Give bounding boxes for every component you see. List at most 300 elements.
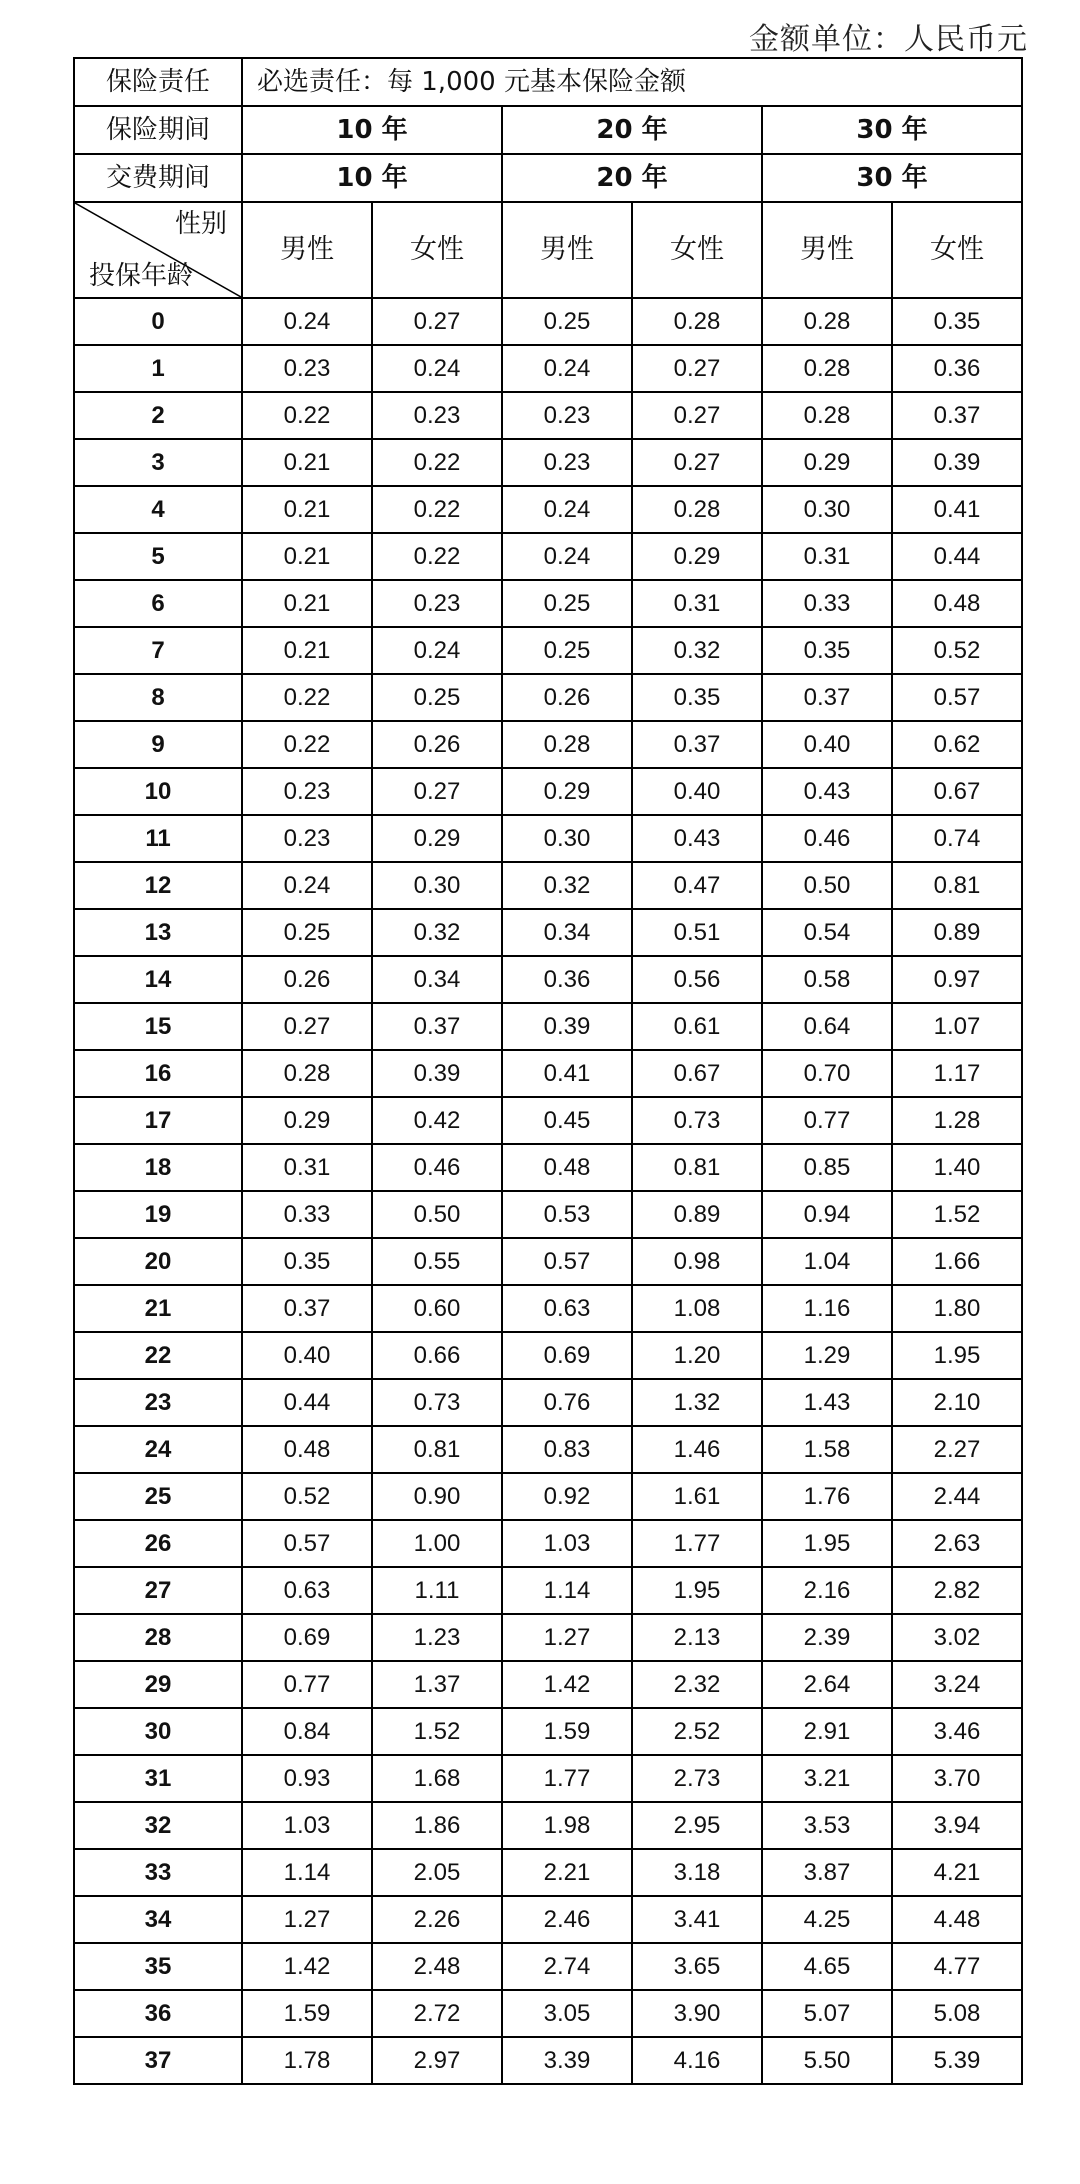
rate-cell: 1.03 xyxy=(242,1802,372,1849)
rate-cell: 1.59 xyxy=(242,1990,372,2037)
rate-cell: 0.34 xyxy=(502,909,632,956)
rate-cell: 0.25 xyxy=(502,580,632,627)
table-row xyxy=(74,1614,1022,1661)
rate-cell: 1.16 xyxy=(762,1285,892,1332)
rate-cell: 0.22 xyxy=(372,533,502,580)
age-cell: 7 xyxy=(74,627,242,674)
rate-cell: 0.37 xyxy=(892,392,1022,439)
duty-row xyxy=(74,58,1022,106)
rate-cell: 2.73 xyxy=(632,1755,762,1802)
rate-cell: 1.03 xyxy=(502,1520,632,1567)
rate-cell: 0.62 xyxy=(892,721,1022,768)
age-cell: 27 xyxy=(74,1567,242,1614)
rate-cell: 0.35 xyxy=(762,627,892,674)
rate-cell: 0.36 xyxy=(502,956,632,1003)
rate-cell: 0.37 xyxy=(632,721,762,768)
rate-cell: 2.95 xyxy=(632,1802,762,1849)
rate-cell: 1.37 xyxy=(372,1661,502,1708)
gender-header-label: 性别 xyxy=(174,209,227,239)
rate-cell: 0.94 xyxy=(762,1191,892,1238)
rate-cell: 2.63 xyxy=(892,1520,1022,1567)
rate-cell: 5.07 xyxy=(762,1990,892,2037)
rate-cell: 0.37 xyxy=(242,1285,372,1332)
rate-cell: 0.43 xyxy=(632,815,762,862)
rate-cell: 0.37 xyxy=(762,674,892,721)
rate-cell: 0.39 xyxy=(892,439,1022,486)
rate-cell: 0.90 xyxy=(372,1473,502,1520)
duty-label: 保险责任 xyxy=(74,58,242,106)
rate-cell: 0.29 xyxy=(242,1097,372,1144)
age-cell: 15 xyxy=(74,1003,242,1050)
rate-cell: 0.23 xyxy=(372,392,502,439)
rate-cell: 2.10 xyxy=(892,1379,1022,1426)
rate-cell: 1.80 xyxy=(892,1285,1022,1332)
table-row xyxy=(74,627,1022,674)
rate-cell: 0.41 xyxy=(892,486,1022,533)
age-cell: 37 xyxy=(74,2037,242,2084)
rate-cell: 1.66 xyxy=(892,1238,1022,1285)
age-cell: 8 xyxy=(74,674,242,721)
rate-cell: 4.16 xyxy=(632,2037,762,2084)
rate-cell: 0.28 xyxy=(762,392,892,439)
rate-cell: 3.02 xyxy=(892,1614,1022,1661)
rate-cell: 0.55 xyxy=(372,1238,502,1285)
rate-cell: 1.95 xyxy=(762,1520,892,1567)
rate-cell: 0.31 xyxy=(762,533,892,580)
rate-cell: 0.63 xyxy=(502,1285,632,1332)
rate-cell: 0.34 xyxy=(372,956,502,1003)
rate-cell: 0.33 xyxy=(762,580,892,627)
rate-cell: 0.39 xyxy=(502,1003,632,1050)
age-cell: 0 xyxy=(74,298,242,345)
table-row xyxy=(74,1097,1022,1144)
age-cell: 35 xyxy=(74,1943,242,1990)
rate-cell: 0.63 xyxy=(242,1567,372,1614)
rate-cell: 0.21 xyxy=(242,533,372,580)
rate-cell: 0.35 xyxy=(242,1238,372,1285)
table-row xyxy=(74,1050,1022,1097)
age-cell: 9 xyxy=(74,721,242,768)
duty-value: 必选责任：每 1,000 元基本保险金额 xyxy=(242,58,1022,106)
gender-female-30: 女性 xyxy=(892,202,1022,298)
rate-cell: 0.24 xyxy=(242,862,372,909)
rate-cell: 0.30 xyxy=(762,486,892,533)
rate-cell: 0.21 xyxy=(242,486,372,533)
rate-cell: 1.27 xyxy=(242,1896,372,1943)
rate-cell: 0.35 xyxy=(892,298,1022,345)
rate-cell: 0.45 xyxy=(502,1097,632,1144)
table-row xyxy=(74,345,1022,392)
table-row xyxy=(74,1708,1022,1755)
gender-row xyxy=(74,202,1022,298)
pay-period-label: 交费期间 xyxy=(74,154,242,202)
age-cell: 11 xyxy=(74,815,242,862)
rate-cell: 0.40 xyxy=(632,768,762,815)
rate-cell: 3.87 xyxy=(762,1849,892,1896)
rate-cell: 4.48 xyxy=(892,1896,1022,1943)
rate-cell: 0.70 xyxy=(762,1050,892,1097)
rate-cell: 1.29 xyxy=(762,1332,892,1379)
rate-cell: 1.68 xyxy=(372,1755,502,1802)
rate-cell: 2.82 xyxy=(892,1567,1022,1614)
age-cell: 24 xyxy=(74,1426,242,1473)
age-cell: 18 xyxy=(74,1144,242,1191)
rate-cell: 4.25 xyxy=(762,1896,892,1943)
rate-cell: 3.90 xyxy=(632,1990,762,2037)
rate-cell: 0.69 xyxy=(502,1332,632,1379)
rate-cell: 0.93 xyxy=(242,1755,372,1802)
table-row xyxy=(74,815,1022,862)
age-header-label: 投保年龄 xyxy=(89,261,194,291)
rate-cell: 2.97 xyxy=(372,2037,502,2084)
pay-period-10: 10 年 xyxy=(242,154,502,202)
rate-cell: 0.27 xyxy=(632,439,762,486)
rate-cell: 2.64 xyxy=(762,1661,892,1708)
rate-cell: 1.28 xyxy=(892,1097,1022,1144)
rate-cell: 5.50 xyxy=(762,2037,892,2084)
rate-cell: 1.07 xyxy=(892,1003,1022,1050)
rate-cell: 5.08 xyxy=(892,1990,1022,2037)
rate-cell: 0.22 xyxy=(372,486,502,533)
rate-cell: 1.42 xyxy=(242,1943,372,1990)
rate-cell: 0.81 xyxy=(372,1426,502,1473)
premium-rate-table xyxy=(73,57,1023,2085)
rate-cell: 0.21 xyxy=(242,439,372,486)
age-cell: 10 xyxy=(74,768,242,815)
rate-cell: 0.54 xyxy=(762,909,892,956)
rate-cell: 0.84 xyxy=(242,1708,372,1755)
rate-cell: 0.29 xyxy=(632,533,762,580)
table-row xyxy=(74,721,1022,768)
table-row xyxy=(74,439,1022,486)
rate-cell: 1.98 xyxy=(502,1802,632,1849)
rate-cell: 3.21 xyxy=(762,1755,892,1802)
rate-cell: 3.65 xyxy=(632,1943,762,1990)
table-row xyxy=(74,1990,1022,2037)
currency-unit-note: 金额单位：人民币元 xyxy=(749,22,1028,57)
rate-cell: 0.43 xyxy=(762,768,892,815)
rate-cell: 3.53 xyxy=(762,1802,892,1849)
rate-cell: 0.40 xyxy=(762,721,892,768)
rate-cell: 1.52 xyxy=(892,1191,1022,1238)
rate-cell: 1.32 xyxy=(632,1379,762,1426)
table-row xyxy=(74,1520,1022,1567)
rate-cell: 1.78 xyxy=(242,2037,372,2084)
rate-cell: 0.26 xyxy=(242,956,372,1003)
rate-cell: 0.23 xyxy=(502,392,632,439)
rate-cell: 0.66 xyxy=(372,1332,502,1379)
age-cell: 4 xyxy=(74,486,242,533)
table-row xyxy=(74,956,1022,1003)
rate-cell: 3.46 xyxy=(892,1708,1022,1755)
rate-cell: 0.60 xyxy=(372,1285,502,1332)
gender-female-20: 女性 xyxy=(632,202,762,298)
table-row xyxy=(74,909,1022,956)
table-row xyxy=(74,1802,1022,1849)
rate-cell: 1.95 xyxy=(892,1332,1022,1379)
rate-cell: 0.69 xyxy=(242,1614,372,1661)
rate-cell: 1.04 xyxy=(762,1238,892,1285)
rate-cell: 0.30 xyxy=(372,862,502,909)
rate-cell: 0.24 xyxy=(242,298,372,345)
table-row xyxy=(74,1755,1022,1802)
rate-cell: 0.24 xyxy=(502,486,632,533)
rate-cell: 0.22 xyxy=(372,439,502,486)
rate-cell: 0.24 xyxy=(372,345,502,392)
table-row xyxy=(74,1896,1022,1943)
rate-cell: 0.61 xyxy=(632,1003,762,1050)
rate-cell: 1.08 xyxy=(632,1285,762,1332)
rate-cell: 0.32 xyxy=(632,627,762,674)
rate-cell: 1.17 xyxy=(892,1050,1022,1097)
rate-cell: 1.40 xyxy=(892,1144,1022,1191)
rate-cell: 1.20 xyxy=(632,1332,762,1379)
rate-cell: 0.92 xyxy=(502,1473,632,1520)
rate-cell: 0.42 xyxy=(372,1097,502,1144)
rate-cell: 0.97 xyxy=(892,956,1022,1003)
table-row xyxy=(74,1285,1022,1332)
age-cell: 2 xyxy=(74,392,242,439)
rate-cell: 0.29 xyxy=(502,768,632,815)
rate-cell: 0.23 xyxy=(502,439,632,486)
rate-cell: 0.35 xyxy=(632,674,762,721)
rate-cell: 2.13 xyxy=(632,1614,762,1661)
rate-cell: 3.39 xyxy=(502,2037,632,2084)
table-row xyxy=(74,298,1022,345)
rate-cell: 1.27 xyxy=(502,1614,632,1661)
table-row xyxy=(74,1003,1022,1050)
rate-cell: 1.77 xyxy=(632,1520,762,1567)
rate-cell: 0.29 xyxy=(762,439,892,486)
age-cell: 31 xyxy=(74,1755,242,1802)
rate-cell: 0.25 xyxy=(242,909,372,956)
table-row xyxy=(74,1849,1022,1896)
rate-cell: 2.46 xyxy=(502,1896,632,1943)
rate-cell: 3.18 xyxy=(632,1849,762,1896)
gender-male-10: 男性 xyxy=(242,202,372,298)
rate-cell: 0.50 xyxy=(762,862,892,909)
age-cell: 16 xyxy=(74,1050,242,1097)
gender-male-20: 男性 xyxy=(502,202,632,298)
rate-cell: 2.48 xyxy=(372,1943,502,1990)
rate-cell: 0.98 xyxy=(632,1238,762,1285)
rate-cell: 0.57 xyxy=(502,1238,632,1285)
rate-cell: 1.77 xyxy=(502,1755,632,1802)
rate-cell: 3.70 xyxy=(892,1755,1022,1802)
rate-cell: 0.50 xyxy=(372,1191,502,1238)
rate-cell: 2.44 xyxy=(892,1473,1022,1520)
rate-cell: 3.94 xyxy=(892,1802,1022,1849)
rate-cell: 4.21 xyxy=(892,1849,1022,1896)
table-row xyxy=(74,1943,1022,1990)
age-cell: 6 xyxy=(74,580,242,627)
table-row xyxy=(74,1379,1022,1426)
age-cell: 33 xyxy=(74,1849,242,1896)
age-cell: 14 xyxy=(74,956,242,1003)
rate-cell: 0.27 xyxy=(372,768,502,815)
rate-cell: 0.25 xyxy=(372,674,502,721)
rate-cell: 0.24 xyxy=(502,533,632,580)
rate-cell: 0.89 xyxy=(892,909,1022,956)
rate-cell: 0.26 xyxy=(372,721,502,768)
rate-cell: 0.31 xyxy=(632,580,762,627)
table-row xyxy=(74,1567,1022,1614)
rate-cell: 0.44 xyxy=(242,1379,372,1426)
term-20: 20 年 xyxy=(502,106,762,154)
gender-female-10: 女性 xyxy=(372,202,502,298)
rate-cell: 0.53 xyxy=(502,1191,632,1238)
age-cell: 23 xyxy=(74,1379,242,1426)
rate-cell: 0.85 xyxy=(762,1144,892,1191)
rate-cell: 0.27 xyxy=(242,1003,372,1050)
rate-cell: 4.65 xyxy=(762,1943,892,1990)
rate-cell: 2.26 xyxy=(372,1896,502,1943)
pay-period-row xyxy=(74,154,1022,202)
rate-cell: 2.72 xyxy=(372,1990,502,2037)
rate-cell: 0.41 xyxy=(502,1050,632,1097)
age-cell: 22 xyxy=(74,1332,242,1379)
diagonal-header-cell xyxy=(74,202,242,298)
table-row xyxy=(74,1661,1022,1708)
rate-cell: 0.48 xyxy=(242,1426,372,1473)
rate-cell: 0.31 xyxy=(242,1144,372,1191)
term-30: 30 年 xyxy=(762,106,1022,154)
rate-cell: 0.28 xyxy=(502,721,632,768)
rate-cell: 0.64 xyxy=(762,1003,892,1050)
age-cell: 12 xyxy=(74,862,242,909)
rate-cell: 0.33 xyxy=(242,1191,372,1238)
term-label: 保险期间 xyxy=(74,106,242,154)
rate-cell: 3.05 xyxy=(502,1990,632,2037)
table-row xyxy=(74,533,1022,580)
rate-cell: 0.25 xyxy=(502,627,632,674)
rate-cell: 1.58 xyxy=(762,1426,892,1473)
table-row xyxy=(74,1332,1022,1379)
rate-cell: 0.89 xyxy=(632,1191,762,1238)
rate-cell: 5.39 xyxy=(892,2037,1022,2084)
table-row xyxy=(74,1426,1022,1473)
table-row xyxy=(74,1191,1022,1238)
rate-cell: 0.46 xyxy=(372,1144,502,1191)
rate-cell: 2.21 xyxy=(502,1849,632,1896)
age-cell: 17 xyxy=(74,1097,242,1144)
rate-cell: 0.58 xyxy=(762,956,892,1003)
rate-cell: 0.32 xyxy=(502,862,632,909)
table-row xyxy=(74,580,1022,627)
rate-cell: 0.22 xyxy=(242,721,372,768)
rate-cell: 1.46 xyxy=(632,1426,762,1473)
rate-cell: 1.23 xyxy=(372,1614,502,1661)
rate-cell: 2.74 xyxy=(502,1943,632,1990)
rate-cell: 0.67 xyxy=(632,1050,762,1097)
rate-cell: 1.00 xyxy=(372,1520,502,1567)
rate-cell: 2.05 xyxy=(372,1849,502,1896)
pay-period-30: 30 年 xyxy=(762,154,1022,202)
rate-cell: 0.47 xyxy=(632,862,762,909)
age-cell: 20 xyxy=(74,1238,242,1285)
table-row xyxy=(74,486,1022,533)
rate-cell: 0.81 xyxy=(632,1144,762,1191)
rate-cell: 0.23 xyxy=(372,580,502,627)
rate-cell: 0.81 xyxy=(892,862,1022,909)
age-cell: 13 xyxy=(74,909,242,956)
table-row xyxy=(74,768,1022,815)
rate-cell: 1.59 xyxy=(502,1708,632,1755)
rate-cell: 0.21 xyxy=(242,580,372,627)
rate-cell: 0.48 xyxy=(502,1144,632,1191)
rate-cell: 1.86 xyxy=(372,1802,502,1849)
age-cell: 32 xyxy=(74,1802,242,1849)
age-cell: 36 xyxy=(74,1990,242,2037)
rate-cell: 0.32 xyxy=(372,909,502,956)
rate-cell: 0.28 xyxy=(762,298,892,345)
rate-cell: 0.36 xyxy=(892,345,1022,392)
rate-cell: 1.43 xyxy=(762,1379,892,1426)
rate-cell: 0.27 xyxy=(372,298,502,345)
rate-cell: 0.22 xyxy=(242,392,372,439)
term-10: 10 年 xyxy=(242,106,502,154)
rate-cell: 0.67 xyxy=(892,768,1022,815)
rate-cell: 0.56 xyxy=(632,956,762,1003)
rate-cell: 0.23 xyxy=(242,345,372,392)
table-row xyxy=(74,674,1022,721)
rate-cell: 2.32 xyxy=(632,1661,762,1708)
table-row xyxy=(74,2037,1022,2084)
rate-cell: 0.83 xyxy=(502,1426,632,1473)
rate-cell: 0.25 xyxy=(502,298,632,345)
rate-cell: 1.76 xyxy=(762,1473,892,1520)
rate-cell: 0.73 xyxy=(372,1379,502,1426)
age-cell: 30 xyxy=(74,1708,242,1755)
age-cell: 21 xyxy=(74,1285,242,1332)
rate-cell: 0.51 xyxy=(632,909,762,956)
rate-cell: 0.39 xyxy=(372,1050,502,1097)
rate-cell: 0.77 xyxy=(762,1097,892,1144)
rate-cell: 0.28 xyxy=(632,298,762,345)
table-row xyxy=(74,1238,1022,1285)
rate-cell: 0.57 xyxy=(892,674,1022,721)
rate-cell: 0.76 xyxy=(502,1379,632,1426)
age-cell: 25 xyxy=(74,1473,242,1520)
rate-cell: 4.77 xyxy=(892,1943,1022,1990)
rate-cell: 1.61 xyxy=(632,1473,762,1520)
rate-cell: 0.44 xyxy=(892,533,1022,580)
age-cell: 29 xyxy=(74,1661,242,1708)
rate-cell: 2.52 xyxy=(632,1708,762,1755)
age-cell: 26 xyxy=(74,1520,242,1567)
rate-cell: 0.46 xyxy=(762,815,892,862)
rate-cell: 0.37 xyxy=(372,1003,502,1050)
rate-cell: 1.11 xyxy=(372,1567,502,1614)
rate-cell: 0.24 xyxy=(502,345,632,392)
table-row xyxy=(74,392,1022,439)
rate-cell: 1.42 xyxy=(502,1661,632,1708)
rate-cell: 2.27 xyxy=(892,1426,1022,1473)
table-row xyxy=(74,1144,1022,1191)
rate-cell: 2.91 xyxy=(762,1708,892,1755)
rate-cell: 0.48 xyxy=(892,580,1022,627)
rate-cell: 2.16 xyxy=(762,1567,892,1614)
term-row xyxy=(74,106,1022,154)
pay-period-20: 20 年 xyxy=(502,154,762,202)
age-cell: 19 xyxy=(74,1191,242,1238)
rate-cell: 0.27 xyxy=(632,345,762,392)
rate-cell: 0.57 xyxy=(242,1520,372,1567)
rate-cell: 0.73 xyxy=(632,1097,762,1144)
age-cell: 34 xyxy=(74,1896,242,1943)
rate-cell: 0.29 xyxy=(372,815,502,862)
rate-cell: 0.52 xyxy=(892,627,1022,674)
